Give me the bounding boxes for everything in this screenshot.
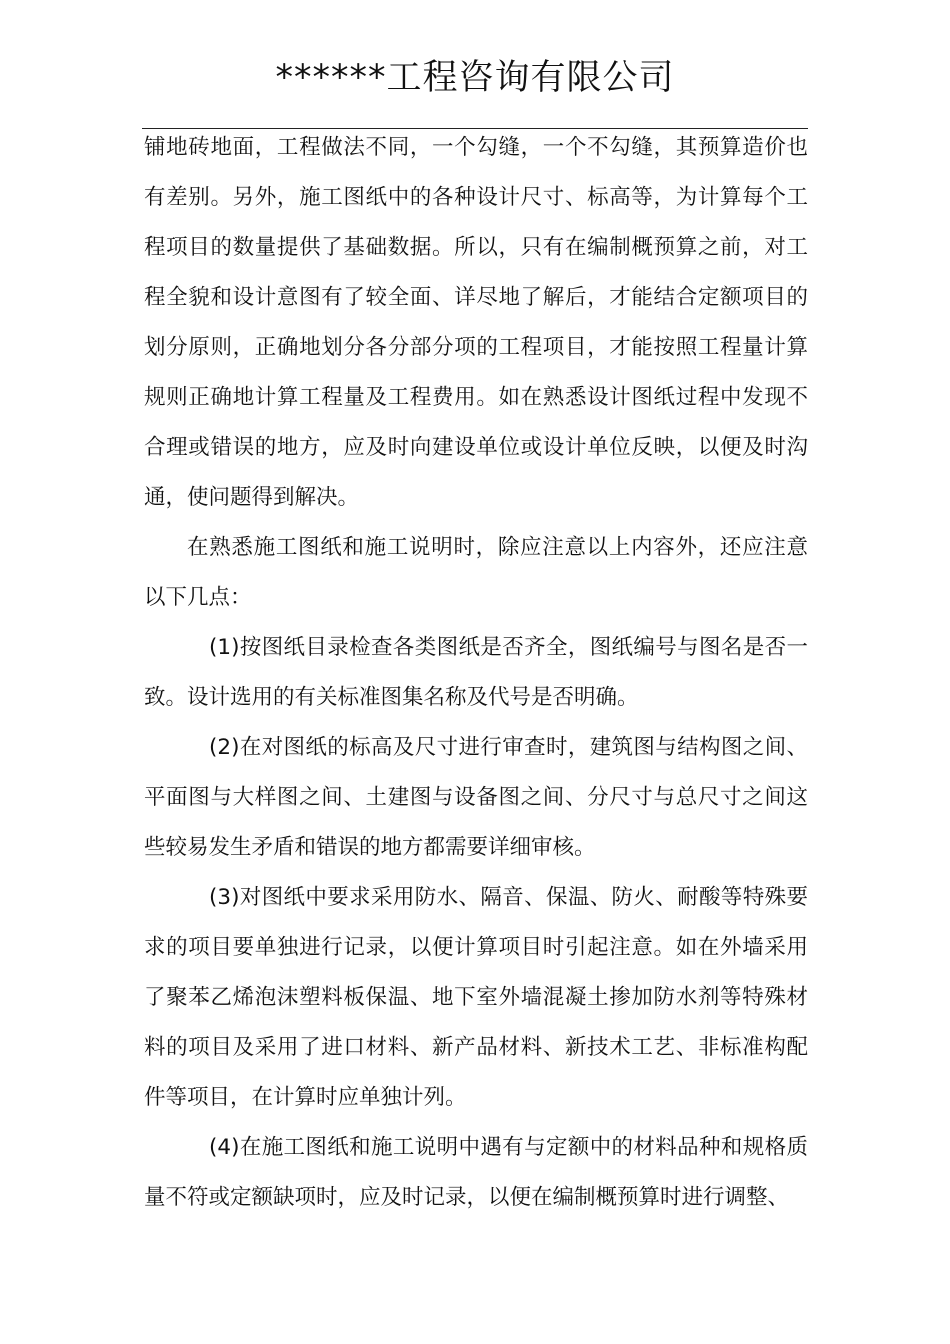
- document-body: [144, 123, 808, 1223]
- paragraph-point-3: (3)对图纸中要求采用防水、隔音、保温、防火、耐酸等特殊要求的项目要单独进行记录，以便计算项目时引起注意。如在外墙采用了聚苯乙烯泡沫塑料板保温、地下室外墙混凝土掺加防水剂等特殊材料的项目及采用了进口材料、新产品材料、新技术工艺、非标准构配件等项目，在计算时应单独计列。: [144, 885, 808, 1110]
- paragraph-point-1: (1)按图纸目录检查各类图纸是否齐全，图纸编号与图名是否一致。设计选用的有关标准图集名称及代号是否明确。: [144, 635, 808, 710]
- paragraph-drawing-importance: 铺地砖地面，工程做法不同，一个勾缝，一个不勾缝，其预算造价也有差别。另外，施工图纸中的各种设计尺寸、标高等，为计算每个工程项目的数量提供了基础数据。所以，只有在编制概预算之前，对工程全貌和设计意图有了较全面、详尽地了解后，才能结合定额项目的划分原则，正确地划分各分部分项的工程项目，才能按照工程量计算规则正确地计算工程量及工程费用。如在熟悉设计图纸过程中发现不合理或错误的地方，应及时向建设单位或设计单位反映，以便及时沟通，使问题得到解决。: [144, 135, 808, 510]
- paragraph-notes-intro: 在熟悉施工图纸和施工说明时，除应注意以上内容外，还应注意以下几点：: [144, 535, 808, 610]
- company-header-title: ******工程咨询有限公司: [275, 58, 675, 98]
- paragraph-point-2: (2)在对图纸的标高及尺寸进行审查时，建筑图与结构图之间、平面图与大样图之间、土建图与设备图之间、分尺寸与总尺寸之间这些较易发生矛盾和错误的地方都需要详细审核。: [144, 735, 808, 860]
- paragraph-point-4: (4)在施工图纸和施工说明中遇有与定额中的材料品种和规格质量不符或定额缺项时，应及时记录，以便在编制概预算时进行调整、: [144, 1135, 808, 1210]
